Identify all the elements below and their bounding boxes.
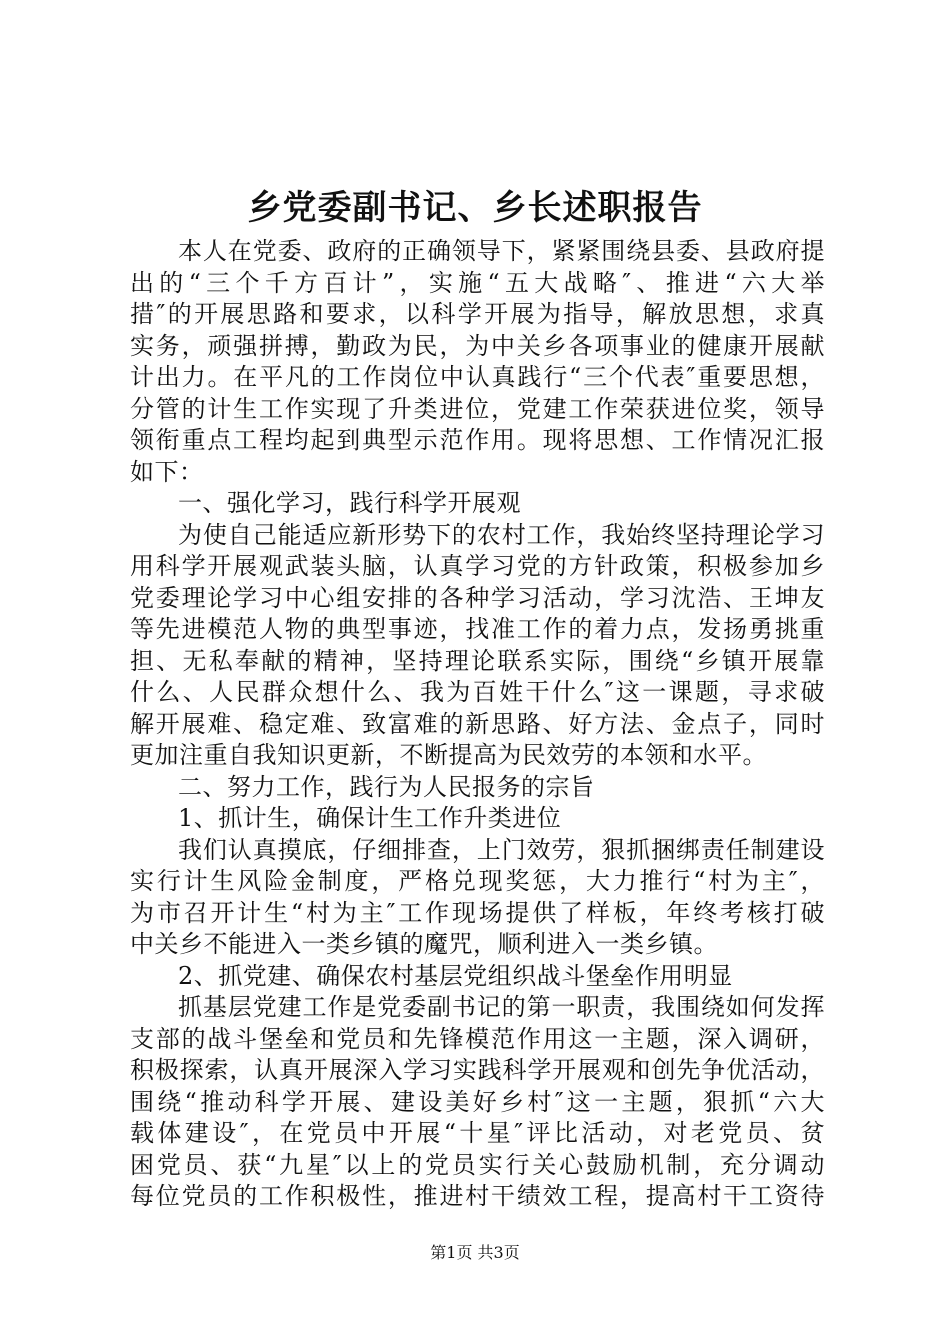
text-line: 党委理论学习中心组安排的各种学习活动，学习沈浩、王坤友	[130, 583, 825, 612]
document-title: 乡党委副书记、乡长述职报告	[247, 188, 703, 228]
text-line: 什么、人民群众想什么、我为百姓干什么″这一课题，寻求破	[130, 678, 825, 706]
text-line: 为市召开计生“村为主″工作现场提供了样板，年终考核打破	[130, 898, 825, 927]
text-line: 分管的计生工作实现了升类进位，党建工作荣获进位奖，领导	[130, 394, 825, 423]
text-line: 领衔重点工程均起到典型示范作用。现将思想、工作情况汇报	[130, 426, 825, 454]
text-line: 1、抓计生，确保计生工作升类进位	[178, 804, 562, 832]
text-line: 支部的战斗堡垒和党员和先锋模范作用这一主题，深入调研，	[130, 1024, 825, 1053]
text-line: 等先进模范人物的典型事迹，找准工作的着力点，发扬勇挑重	[130, 615, 825, 643]
text-line: 用科学开展观武装头脑，认真学习党的方针政策，积极参加乡	[130, 552, 825, 580]
text-line: 计出力。在平凡的工作岗位中认真践行“三个代表″重要思想，	[130, 363, 825, 391]
text-line: 我们认真摸底，仔细排查，上门效劳，狠抓捆绑责任制建设	[178, 835, 825, 864]
text-line: 中关乡不能进入一类乡镇的魔咒，顺利进入一类乡镇。	[130, 930, 718, 958]
text-line: 实务，顽强拼搏，勤政为民，为中关乡各项事业的健康开展献	[130, 331, 825, 360]
text-line: 积极探索，认真开展深入学习实践科学开展观和创先争优活动，	[130, 1056, 825, 1084]
text-line: 担、无私奉献的精神，坚持理论联系实际，围绕“乡镇开展靠	[130, 646, 825, 675]
page-footer: 第1页 共3页	[430, 1243, 520, 1262]
text-line: 每位党员的工作积极性，推进村干绩效工程，提高村干工资待	[130, 1182, 825, 1210]
text-line: 解开展难、稳定难、致富难的新思路、好方法、金点子，同时	[130, 709, 825, 738]
text-line: 二、努力工作，践行为人民报务的宗旨	[178, 772, 595, 801]
document-body	[130, 236, 825, 1213]
text-line: 本人在党委、政府的正确领导下，紧紧围绕县委、县政府提	[178, 237, 825, 265]
text-line: 更加注重自我知识更新，不断提高为民效劳的本领和水平。	[130, 741, 767, 769]
text-line: 抓基层党建工作是党委副书记的第一职责，我围绕如何发挥	[178, 993, 825, 1021]
text-line: 围绕“推动科学开展、建设美好乡村″这一主题，狠抓“六大	[130, 1087, 825, 1116]
text-line: 出的“三个千方百计”，实施“五大战略″、推进“六大举	[130, 268, 825, 297]
text-line: 2、抓党建、确保农村基层党组织战斗堡垒作用明显	[178, 961, 733, 990]
text-line: 如下：	[130, 457, 204, 486]
text-line: 实行计生风险金制度，严格兑现奖惩，大力推行“村为主″，	[130, 867, 825, 895]
text-line: 为使自己能适应新形势下的农村工作，我始终坚持理论学习	[178, 520, 825, 549]
text-line: 措″的开展思路和要求，以科学开展为指导，解放思想，求真	[130, 300, 825, 328]
text-line: 一、强化学习，践行科学开展观	[178, 489, 521, 517]
text-line: 载体建设″，在党员中开展“十星″评比活动，对老党员、贫	[130, 1119, 825, 1147]
text-line: 困党员、获“九星″以上的党员实行关心鼓励机制，充分调动	[130, 1150, 825, 1179]
